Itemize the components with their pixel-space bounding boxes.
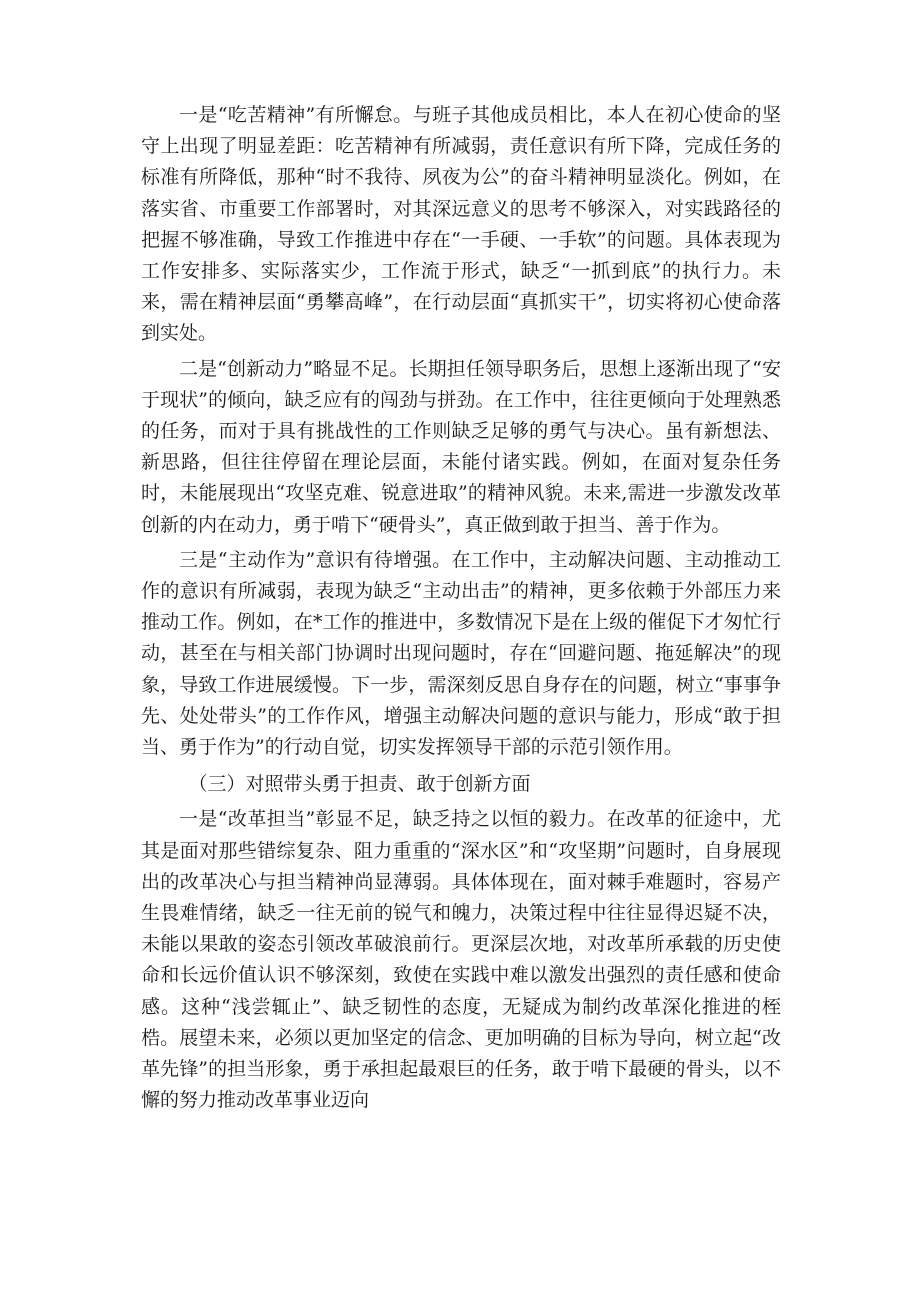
section-heading: （三）对照带头勇于担责、敢于创新方面 <box>188 773 531 796</box>
document-body <box>141 100 781 1121</box>
paragraph-proactive-action: 三是“主动作为”意识有待增强。在工作中，主动解决问题、主动推动工作的意识有所减弱，表现为缺乏“主动出击”的精神，更多依赖于外部压力来推动工作。例如，在*工作的推进中，多数情况下是在上级的催促下才匆忙行动，甚至在与相关部门协调时出现问题时，存在“回避问题、拖延解决”的现象，导致工作进展缓慢。下一步，需深刻反思自身存在的问题，树立“事事争先、处处带头”的工作作风，增强主动解决问题的意识与能力，形成“敢于担当、勇于作为”的行动自觉，切实发挥领导干部的示范引领作用。 <box>141 548 781 759</box>
paragraph-innovation-drive: 二是“创新动力”略显不足。长期担任领导职务后，思想上逐渐出现了“安于现状”的倾向，缺乏应有的闯劲与拼劲。在工作中，往往更倾向于处理熟悉的任务，而对于具有挑战性的工作则缺乏足够的勇气与决心。虽有新想法、新思路，但往往停留在理论层面，未能付诸实践。例如，在面对复杂任务时，未能展现出“攻坚克难、锐意进取”的精神风貌。未来,需进一步激发改革创新的内在动力，勇于啃下“硬骨头”，真正做到敢于担当、善于作为。 <box>141 357 781 536</box>
paragraph-eating-hardship: 一是“吃苦精神”有所懈怠。与班子其他成员相比，本人在初心使命的坚守上出现了明显差距：吃苦精神有所减弱，责任意识有所下降，完成任务的标准有所降低，那种“时不我待、夙夜为公”的奋斗精神明显淡化。例如，在落实省、市重要工作部署时，对其深远意义的思考不够深入，对实践路径的把握不够准确，导致工作推进中存在“一手硬、一手软”的问题。具体表现为工作安排多、实际落实少，工作流于形式，缺乏“一抓到底”的执行力。未来，需在精神层面“勇攀高峰”，在行动层面“真抓实干”，切实将初心使命落到实处。 <box>141 104 781 345</box>
paragraph-reform-responsibility: 一是“改革担当”彰显不足，缺乏持之以恒的毅力。在改革的征途中，尤其是面对那些错综复杂、阻力重重的“深水区”和“攻坚期”问题时，自身展现出的改革决心与担当精神尚显薄弱。具体体现在，面对棘手难题时，容易产生畏难情绪，缺乏一往无前的锐气和魄力，决策过程中往往显得迟疑不决，未能以果敢的姿态引领改革破浪前行。更深层次地，对改革所承载的历史使命和长远价值认识不够深刻，致使在实践中难以激发出强烈的责任感和使命感。这种“浅尝辄止”、缺乏韧性的态度，无疑成为制约改革深化推进的桎梏。展望未来，必须以更加坚定的信念、更加明确的目标为导向，树立起“改革先锋”的担当形象，勇于承担起最艰巨的任务，敢于啃下最硬的骨头，以不懈的努力推动改革事业迈向 <box>141 808 781 1112</box>
